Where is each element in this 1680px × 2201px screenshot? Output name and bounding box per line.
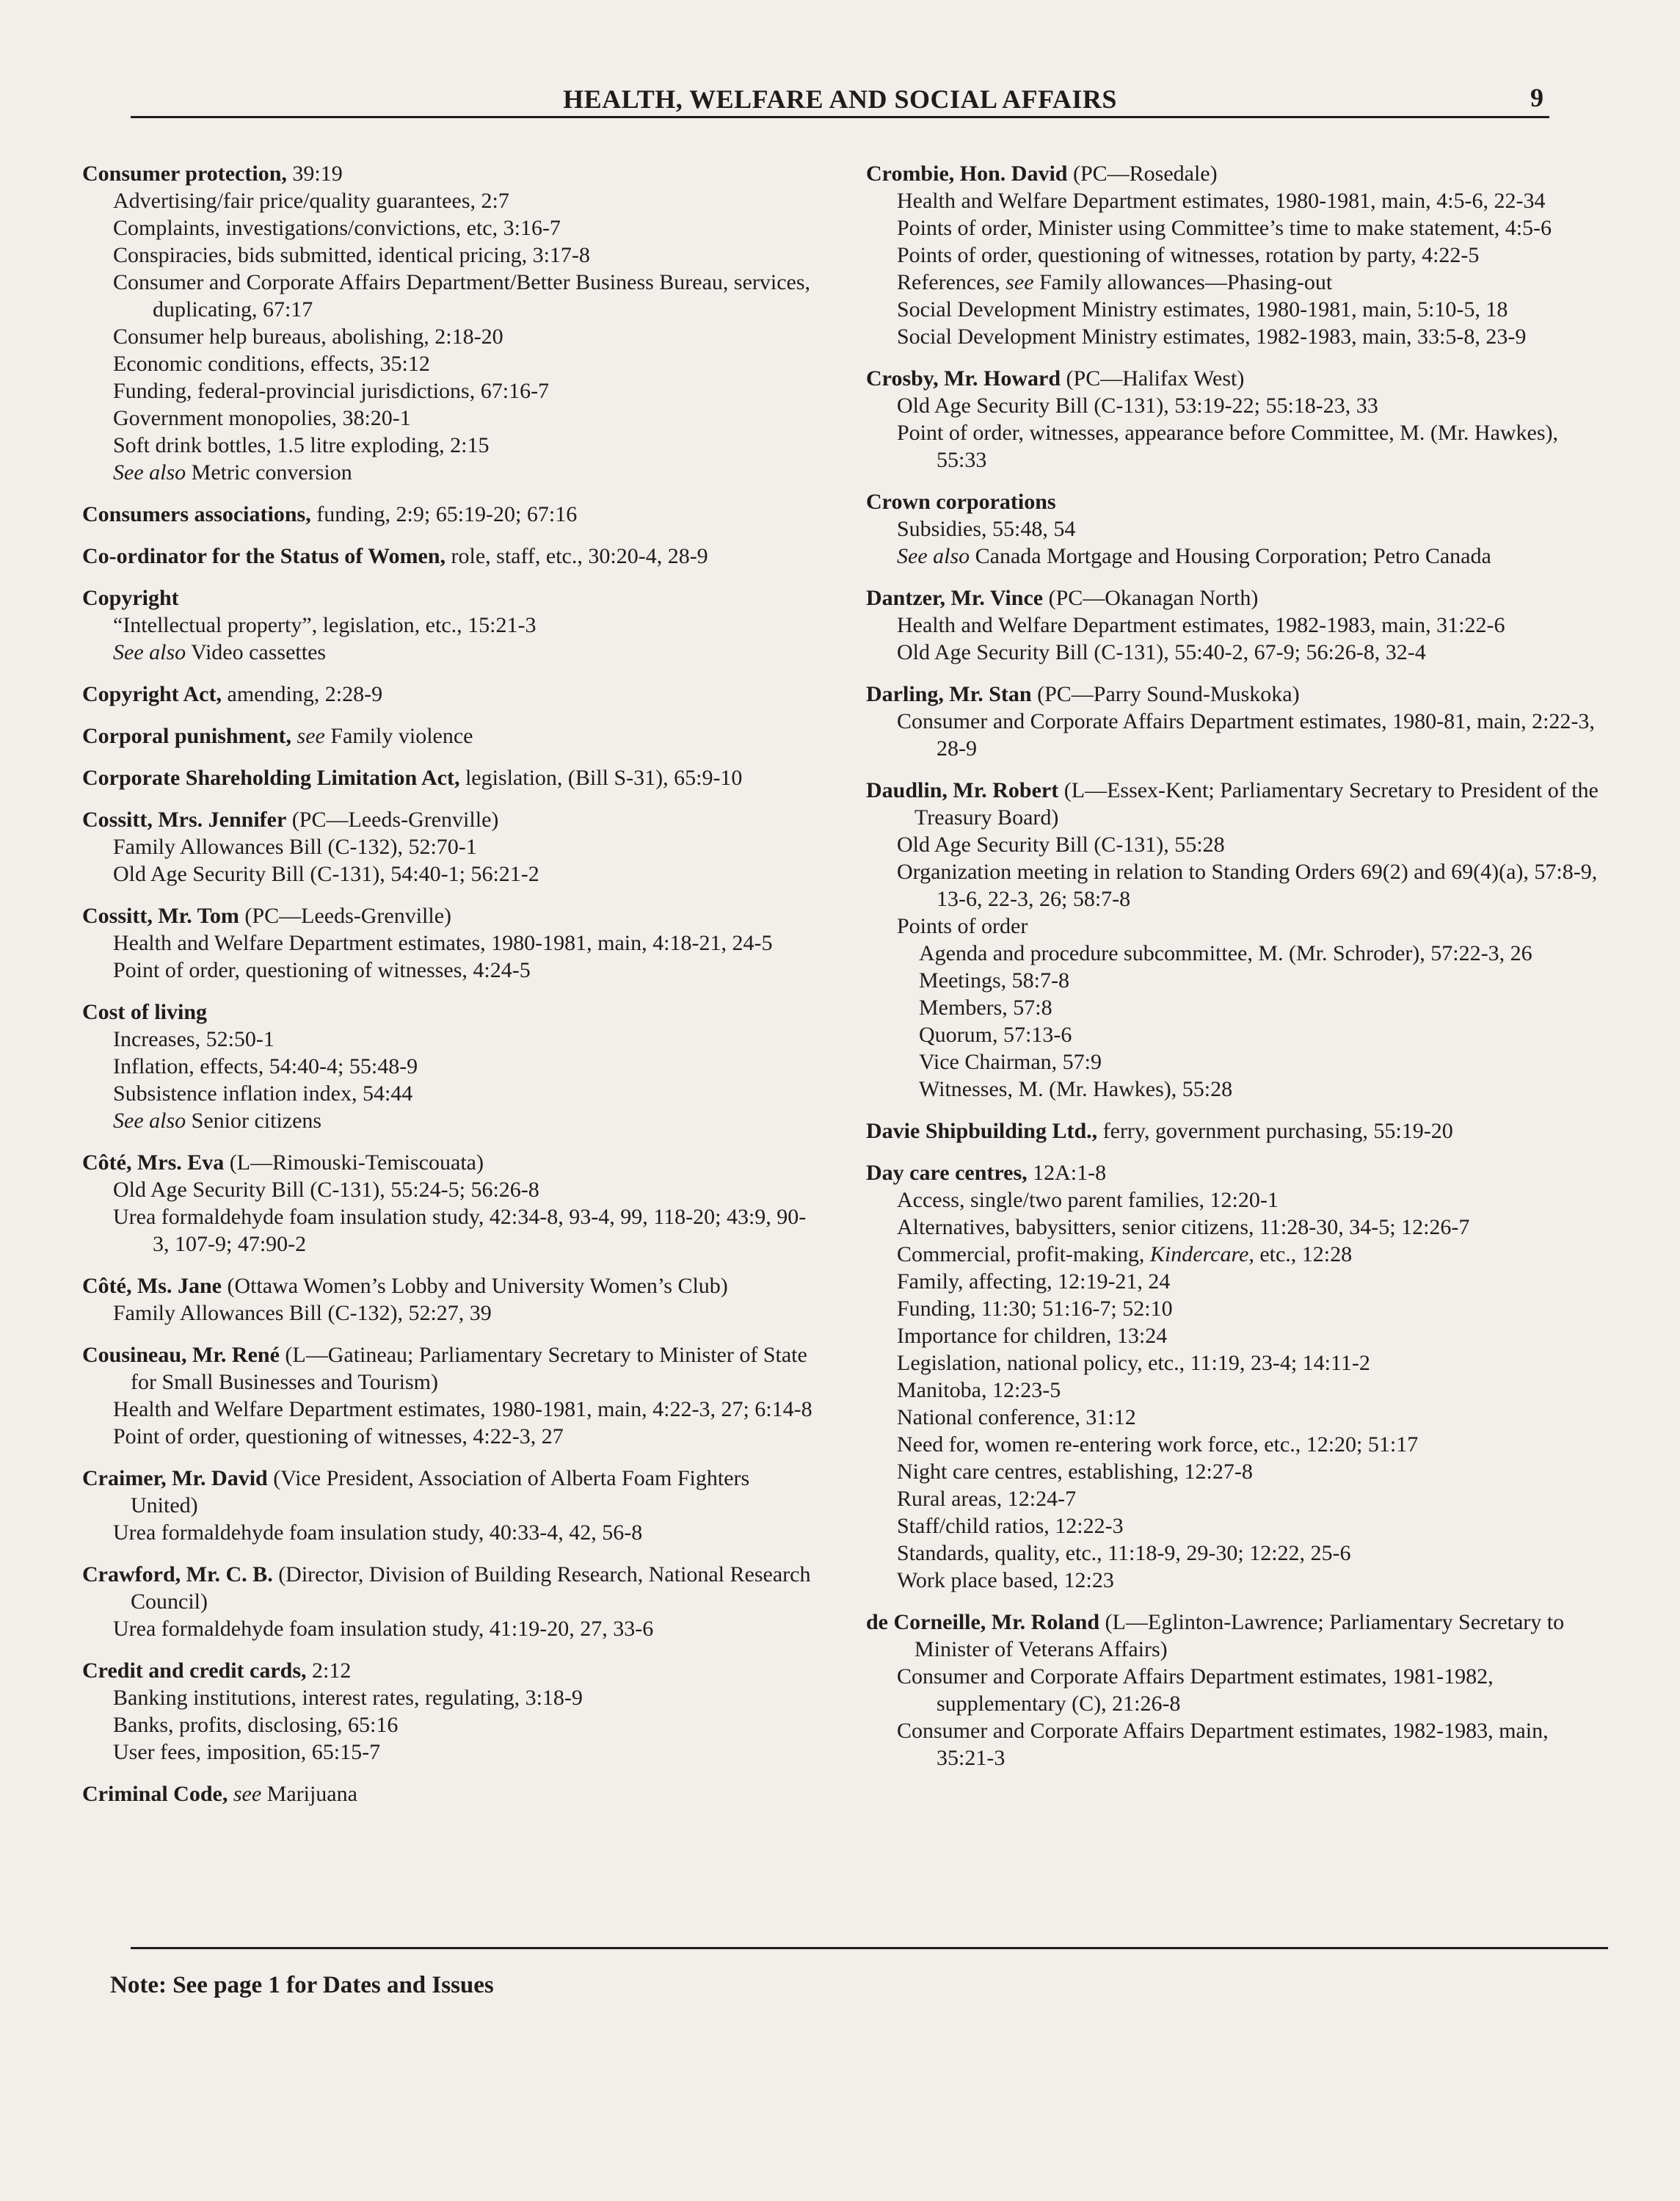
- entry-head-detail: 12A:1-8: [1027, 1161, 1107, 1185]
- see-also-entry: [82, 459, 820, 486]
- entry-heading: [82, 1272, 820, 1299]
- index-entry: [82, 543, 820, 570]
- sub-entry: Points of order: [897, 914, 1028, 938]
- sub-entry: National conference, 31:12: [897, 1405, 1136, 1429]
- entry-head-detail: ferry, government purchasing, 55:19-20: [1097, 1119, 1453, 1143]
- entry-head-term: Copyright Act,: [82, 682, 222, 706]
- sub-entry: Rural areas, 12:24-7: [897, 1487, 1077, 1511]
- index-entry: [82, 806, 820, 888]
- see-also-target: Video cassettes: [186, 640, 327, 664]
- index-entry: [866, 160, 1611, 350]
- index-entry: [866, 1117, 1611, 1145]
- index-entry: [82, 1780, 820, 1807]
- index-entry: [866, 681, 1611, 762]
- index-entry: [82, 1465, 820, 1546]
- index-entry: [866, 584, 1611, 666]
- see-label: see: [233, 1782, 262, 1806]
- entry-heading: [82, 998, 820, 1026]
- entry-head-detail: (L—Essex-Kent; Parliamentary Secretary to President of the Treasury Board): [914, 778, 1599, 830]
- entry-heading: [866, 777, 1611, 831]
- sub-entry: Access, single/two parent families, 12:20-1: [897, 1188, 1279, 1212]
- sub-entry: Points of order, questioning of witnesses, rotation by party, 4:22-5: [897, 243, 1480, 267]
- sub-entry: Legislation, national policy, etc., 11:19, 23-4; 14:11-2: [897, 1351, 1370, 1375]
- sub-entry: Standards, quality, etc., 11:18-9, 29-30; 12:22, 25-6: [897, 1541, 1351, 1565]
- entry-head-detail: legislation, (Bill S-31), 65:9-10: [459, 766, 743, 790]
- index-entry: [82, 902, 820, 984]
- index-entry: [82, 501, 820, 528]
- sub-entry: Complaints, investigations/convictions, etc, 3:16-7: [113, 216, 561, 240]
- sub-entry: [866, 1241, 1611, 1268]
- see-also-target: Metric conversion: [186, 460, 352, 485]
- entry-heading: [866, 1117, 1611, 1145]
- index-entry: [82, 1657, 820, 1766]
- entry-heading: [82, 1341, 820, 1396]
- sub-entry: Funding, federal-provincial jurisdictions, 67:16-7: [113, 379, 550, 403]
- entry-head-detail: (L—Rimouski-Temiscouata): [224, 1150, 484, 1175]
- index-entry: [82, 764, 820, 791]
- entry-head-term: Day care centres,: [866, 1161, 1028, 1185]
- entry-head-detail: (PC—Rosedale): [1067, 162, 1218, 186]
- entry-heading: [82, 764, 820, 791]
- sub-entry: Family Allowances Bill (C-132), 52:70-1: [113, 835, 477, 859]
- sub-entry: Staff/child ratios, 12:22-3: [897, 1514, 1124, 1538]
- entry-head-detail: role, staff, etc., 30:20-4, 28-9: [446, 544, 708, 568]
- index-entry: [866, 1609, 1611, 1772]
- index-entry: [866, 1159, 1611, 1594]
- index-entry: [82, 1341, 820, 1450]
- sub-entry: Night care centres, establishing, 12:27-8: [897, 1460, 1253, 1484]
- sub-entry: Importance for children, 13:24: [897, 1324, 1168, 1348]
- entry-head-detail: (Ottawa Women’s Lobby and University Women’s Club): [221, 1274, 728, 1298]
- entry-head-detail: 39:19: [286, 162, 343, 186]
- sub-entry: Subsidies, 55:48, 54: [897, 517, 1076, 541]
- see-also-entry: [82, 639, 820, 666]
- entry-head-term: Cossitt, Mrs. Jennifer: [82, 808, 287, 832]
- entry-head-detail: (PC—Leeds-Grenville): [286, 808, 499, 832]
- entry-head-term: Criminal Code,: [82, 1782, 228, 1806]
- sub-sub-entry: Members, 57:8: [919, 996, 1052, 1020]
- sub-entry: Social Development Ministry estimates, 1982-1983, main, 33:5-8, 23-9: [897, 324, 1527, 349]
- see-target: Family allowances—Phasing-out: [1033, 270, 1333, 294]
- sub-entry: Soft drink bottles, 1.5 litre exploding, 2:15: [113, 433, 490, 457]
- italic-name: Kindercare,: [1149, 1242, 1254, 1266]
- index-entry: [82, 584, 820, 666]
- sub-entry: Old Age Security Bill (C-131), 54:40-1; 56:21-2: [113, 862, 539, 886]
- sub-entry: User fees, imposition, 65:15-7: [113, 1740, 381, 1764]
- sub-entry: Old Age Security Bill (C-131), 55:24-5; 56:26-8: [113, 1178, 539, 1202]
- entry-heading: [82, 1149, 820, 1176]
- entry-head-detail: amending, 2:28-9: [222, 682, 383, 706]
- entry-head-detail: [228, 1782, 233, 1806]
- sub-entry: Work place based, 12:23: [897, 1568, 1114, 1592]
- entry-head-detail: (PC—Halifax West): [1061, 366, 1245, 391]
- index-entry: [82, 722, 820, 750]
- see-target: Marijuana: [261, 1782, 357, 1806]
- sub-entry: Health and Welfare Department estimates, 1982-1983, main, 31:22-6: [897, 613, 1505, 637]
- entry-head-detail: (L—Eglinton-Lawrence; Parliamentary Secretary to Minister of Veterans Affairs): [914, 1610, 1565, 1661]
- sub-entry: Health and Welfare Department estimates, 1980-1981, main, 4:22-3, 27; 6:14-8: [113, 1397, 812, 1421]
- sub-entry: Family, affecting, 12:19-21, 24: [897, 1269, 1171, 1294]
- sub-entry: Government monopolies, 38:20-1: [113, 406, 411, 430]
- sub-entry: Banking institutions, interest rates, regulating, 3:18-9: [113, 1686, 583, 1710]
- entry-head-term: Daudlin, Mr. Robert: [866, 778, 1059, 802]
- entry-head-term: Credit and credit cards,: [82, 1658, 307, 1683]
- sub-entry: Manitoba, 12:23-5: [897, 1378, 1061, 1402]
- entry-heading: [82, 722, 820, 750]
- sub-entry: “Intellectual property”, legislation, etc., 15:21-3: [113, 613, 537, 637]
- sub-entry: Old Age Security Bill (C-131), 53:19-22; 55:18-23, 33: [897, 394, 1378, 418]
- see-also-entry: [866, 543, 1611, 570]
- references-label: References,: [897, 270, 1006, 294]
- entry-heading: [866, 488, 1611, 515]
- entry-heading: [82, 902, 820, 929]
- entry-heading: [82, 681, 820, 708]
- entry-head-detail: [291, 724, 297, 748]
- sub-entry: Old Age Security Bill (C-131), 55:40-2, 67-9; 56:26-8, 32-4: [897, 640, 1426, 664]
- sub-entry: Urea formaldehyde foam insulation study, 42:34-8, 93-4, 99, 118-20; 43:9, 90-3, 107-9; 47:90-2: [113, 1205, 807, 1256]
- entry-heading: [82, 160, 820, 187]
- sub-entry: Consumer help bureaus, abolishing, 2:18-20: [113, 324, 503, 349]
- page-title: HEALTH, WELFARE AND SOCIAL AFFAIRS: [563, 84, 1117, 114]
- sub-sub-entry: Witnesses, M. (Mr. Hawkes), 55:28: [919, 1077, 1233, 1101]
- sub-entry: Consumer and Corporate Affairs Department/Better Business Bureau, services, duplicating, 67:17: [113, 270, 811, 322]
- sub-entry: Consumer and Corporate Affairs Department estimates, 1982-1983, main, 35:21-3: [897, 1719, 1549, 1770]
- index-entry: [82, 160, 820, 486]
- see-also-label: See also: [113, 640, 186, 664]
- entry-head-term: Dantzer, Mr. Vince: [866, 586, 1044, 610]
- sub-entry: Consumer and Corporate Affairs Department estimates, 1980-81, main, 2:22-3, 28-9: [897, 709, 1595, 761]
- sub-entry: Advertising/fair price/quality guarantees, 2:7: [113, 189, 509, 213]
- entry-head-term: Côté, Ms. Jane: [82, 1274, 222, 1298]
- entry-head-term: Côté, Mrs. Eva: [82, 1150, 225, 1175]
- index-entry: [866, 488, 1611, 570]
- sub-entry: Point of order, questioning of witnesses, 4:22-3, 27: [113, 1424, 564, 1448]
- sub-entry: Urea formaldehyde foam insulation study, 40:33-4, 42, 56-8: [113, 1520, 643, 1545]
- sub-entry: Family Allowances Bill (C-132), 52:27, 39: [113, 1301, 492, 1325]
- entry-head-term: Crombie, Hon. David: [866, 162, 1068, 186]
- entry-head-term: Corporate Shareholding Limitation Act,: [82, 766, 460, 790]
- sub-entry: Subsistence inflation index, 54:44: [113, 1081, 413, 1106]
- left-column: [82, 160, 820, 1822]
- entry-head-term: Crawford, Mr. C. B.: [82, 1562, 273, 1587]
- sub-entry: Consumer and Corporate Affairs Department estimates, 1981-1982, supplementary (C), 21:26-8: [897, 1664, 1494, 1716]
- entry-heading: [82, 1561, 820, 1615]
- sub-entry-text: Commercial, profit-making,: [897, 1242, 1150, 1266]
- sub-entry: Inflation, effects, 54:40-4; 55:48-9: [113, 1054, 418, 1078]
- sub-entry: Funding, 11:30; 51:16-7; 52:10: [897, 1297, 1173, 1321]
- entry-head-term: Darling, Mr. Stan: [866, 682, 1032, 706]
- index-entry: [82, 998, 820, 1134]
- see-label: see: [297, 724, 325, 748]
- see-also-target: Senior citizens: [186, 1109, 322, 1133]
- sub-sub-entry: Meetings, 58:7-8: [919, 968, 1069, 993]
- references-entry: [866, 269, 1611, 296]
- entry-head-term: Copyright: [82, 586, 179, 610]
- entry-heading: [82, 1465, 820, 1519]
- page-number: 9: [1530, 83, 1543, 112]
- entry-head-term: Davie Shipbuilding Ltd.,: [866, 1119, 1098, 1143]
- sub-entry: Social Development Ministry estimates, 1980-1981, main, 5:10-5, 18: [897, 297, 1508, 322]
- sub-entry: Points of order, Minister using Committee’s time to make statement, 4:5-6: [897, 216, 1552, 240]
- sub-sub-entry: Agenda and procedure subcommittee, M. (Mr. Schroder), 57:22-3, 26: [919, 941, 1532, 965]
- sub-entry: Point of order, witnesses, appearance before Committee, M. (Mr. Hawkes), 55:33: [897, 421, 1559, 472]
- entry-heading: [82, 584, 820, 612]
- entry-heading: [866, 681, 1611, 708]
- sub-entry: Banks, profits, disclosing, 65:16: [113, 1713, 399, 1737]
- sub-entry: Point of order, questioning of witnesses, 4:24-5: [113, 958, 531, 982]
- entry-head-term: Co-ordinator for the Status of Women,: [82, 544, 446, 568]
- entry-heading: [866, 1609, 1611, 1663]
- footer-note: Note: See page 1 for Dates and Issues: [110, 1972, 494, 1998]
- sub-sub-entry: Quorum, 57:13-6: [919, 1023, 1072, 1047]
- entry-head-term: Consumer protection,: [82, 162, 287, 186]
- entry-head-detail: (L—Gatineau; Parliamentary Secretary to Minister of State for Small Businesses and Tourism): [131, 1343, 807, 1394]
- entry-head-detail: (PC—Okanagan North): [1043, 586, 1259, 610]
- sub-sub-entry: Vice Chairman, 57:9: [919, 1050, 1102, 1074]
- index-entry: [82, 1561, 820, 1642]
- sub-entry: Conspiracies, bids submitted, identical pricing, 3:17-8: [113, 243, 590, 267]
- sub-entry: Economic conditions, effects, 35:12: [113, 352, 430, 376]
- entry-head-term: Craimer, Mr. David: [82, 1466, 268, 1490]
- entry-head-detail: (Director, Division of Building Research, National Research Council): [131, 1562, 811, 1614]
- entry-head-detail: 2:12: [306, 1658, 352, 1683]
- entry-head-term: Corporal punishment,: [82, 724, 292, 748]
- sub-entry: Need for, women re-entering work force, etc., 12:20; 51:17: [897, 1432, 1419, 1457]
- entry-head-detail: (Vice President, Association of Alberta Foam Fighters United): [131, 1466, 750, 1518]
- index-entry: [866, 777, 1611, 1103]
- entry-heading: [82, 543, 820, 570]
- sub-entry: Increases, 52:50-1: [113, 1027, 274, 1051]
- footer-divider: [131, 1947, 1608, 1949]
- see-also-label: See also: [113, 1109, 186, 1133]
- entry-heading: [82, 501, 820, 528]
- entry-head-term: Crosby, Mr. Howard: [866, 366, 1061, 391]
- see-also-entry: [82, 1107, 820, 1134]
- see-also-label: See also: [897, 544, 970, 568]
- entry-heading: [82, 806, 820, 833]
- entry-heading: [866, 584, 1611, 612]
- entry-head-term: de Corneille, Mr. Roland: [866, 1610, 1100, 1634]
- right-column: [866, 160, 1611, 1786]
- see-label: see: [1006, 270, 1034, 294]
- entry-head-detail: (PC—Parry Sound-Muskoka): [1031, 682, 1300, 706]
- entry-head-term: Consumers associations,: [82, 502, 311, 526]
- entry-head-detail: (PC—Leeds-Grenville): [239, 904, 452, 928]
- sub-entry: Health and Welfare Department estimates, 1980-1981, main, 4:18-21, 24-5: [113, 931, 773, 955]
- entry-head-detail: funding, 2:9; 65:19-20; 67:16: [310, 502, 578, 526]
- entry-heading: [82, 1780, 820, 1807]
- sub-entry-text: etc., 12:28: [1254, 1242, 1353, 1266]
- entry-head-term: Cossitt, Mr. Tom: [82, 904, 239, 928]
- sub-entry: Organization meeting in relation to Standing Orders 69(2) and 69(4)(a), 57:8-9, 13-6, 22-3, 26; 58:7-8: [897, 860, 1598, 911]
- sub-entry: Old Age Security Bill (C-131), 55:28: [897, 833, 1225, 857]
- entry-heading: [866, 365, 1611, 392]
- see-also-target: Canada Mortgage and Housing Corporation; Petro Canada: [970, 544, 1491, 568]
- page-header: [131, 79, 1549, 118]
- see-also-label: See also: [113, 460, 186, 485]
- entry-heading: [866, 160, 1611, 187]
- index-entry: [82, 1272, 820, 1327]
- sub-entry: Health and Welfare Department estimates, 1980-1981, main, 4:5-6, 22-34: [897, 189, 1546, 213]
- entry-head-term: Cousineau, Mr. René: [82, 1343, 280, 1367]
- see-target: Family violence: [324, 724, 473, 748]
- entry-head-term: Cost of living: [82, 1000, 208, 1024]
- index-entry: [866, 365, 1611, 474]
- entry-heading: [866, 1159, 1611, 1186]
- index-entry: [82, 681, 820, 708]
- sub-entry: Alternatives, babysitters, senior citizens, 11:28-30, 34-5; 12:26-7: [897, 1215, 1470, 1239]
- entry-heading: [82, 1657, 820, 1684]
- index-entry: [82, 1149, 820, 1258]
- sub-entry: Urea formaldehyde foam insulation study, 41:19-20, 27, 33-6: [113, 1617, 654, 1641]
- entry-head-term: Crown corporations: [866, 490, 1056, 514]
